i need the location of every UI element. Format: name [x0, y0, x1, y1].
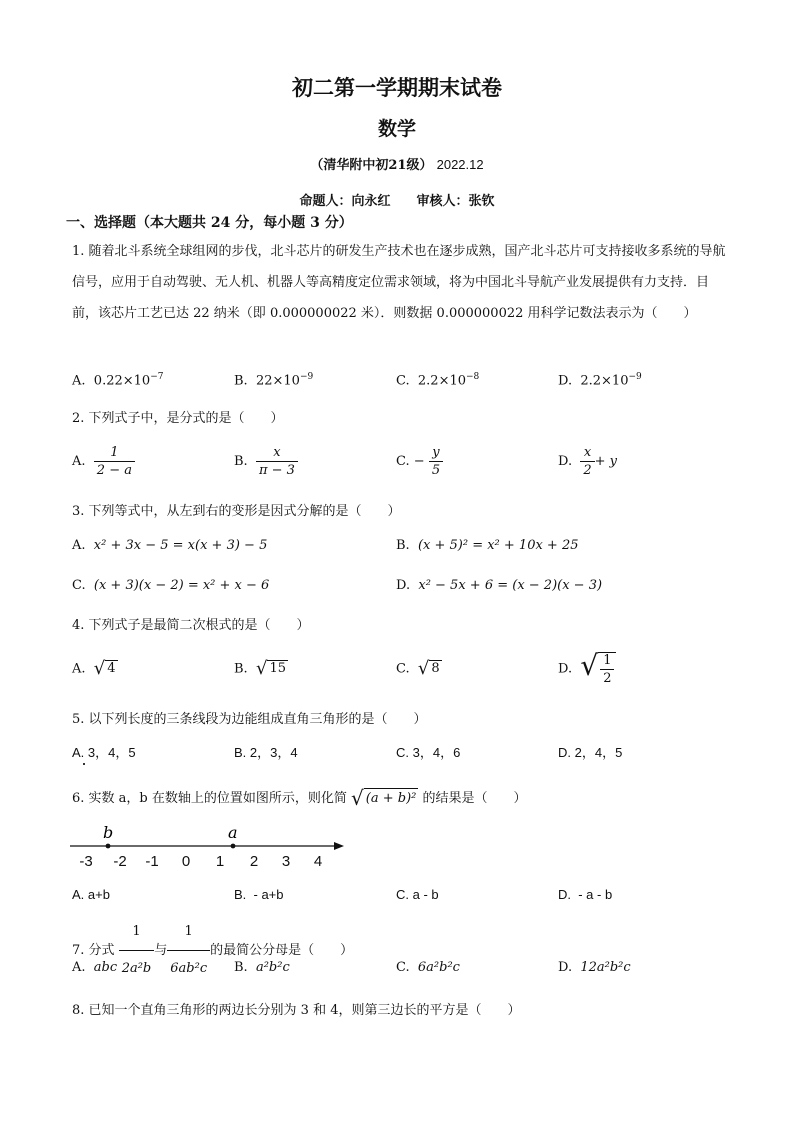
tick-label: 2: [249, 853, 259, 870]
q3-option-d: [396, 578, 602, 593]
question-7-text: [72, 915, 353, 986]
question-7-prefix: 7. 分式: [72, 943, 115, 958]
denominator: 2: [580, 461, 594, 478]
tick-label: 4: [313, 853, 323, 870]
tick-label: -3: [79, 853, 93, 870]
q5-option-b: B. 2，3，4: [234, 745, 298, 760]
tick-label: -2: [113, 853, 127, 870]
fraction: [580, 445, 594, 478]
radicand: 15: [269, 661, 286, 676]
minus-sign: −: [413, 454, 425, 469]
q3-option-c: [72, 578, 269, 593]
option-value: x² − 5x + 6 = (x − 2)(x − 3): [418, 578, 603, 593]
q5-option-c: C. 3，4，6: [396, 745, 461, 760]
tick-label: 3: [281, 853, 291, 870]
point-a-marker: [231, 844, 236, 849]
tick-label: 1: [215, 853, 225, 870]
q6-option-d: D. - a - b: [558, 887, 613, 902]
option-label: B.: [396, 538, 410, 553]
q1-option-c: [396, 372, 479, 388]
exam-school-line: [0, 154, 794, 173]
option-label: D.: [396, 578, 411, 593]
exam-date: 2022.12: [436, 157, 484, 172]
numerator: x: [583, 445, 592, 460]
exam-authors: 命题人：向永红 审核人：张钦: [299, 194, 495, 209]
q7-option-b: [234, 960, 290, 975]
q6-option-c: C. a - b: [396, 887, 439, 902]
option-label: B.: [234, 454, 248, 469]
option-value: 6a²b²c: [417, 960, 460, 975]
option-label: C.: [72, 578, 86, 593]
option-value: 22×10: [255, 373, 300, 389]
question-8-text: 8. 已知一个直角三角形的两边长分别为 3 和 4，则第三边长的平方是（ ）: [72, 1003, 521, 1018]
option-label: C.: [396, 454, 410, 469]
denominator: 2a²b: [119, 950, 155, 986]
option-value: (x + 3)(x − 2) = x² + x − 6: [93, 578, 270, 593]
q5-option-a: A. 3，4，5: [72, 745, 136, 760]
stray-mark: [83, 763, 85, 765]
question-1-text: 1. 随着北斗系统全球组网的步伐，北斗芯片的研发生产技术也在逐步成熟，国产北斗芯片可支持接收多系统的导航信号，应用于自动驾驶、无人机、机器人等高精度定位需求领域，将为中国北斗导航产业发展提供有力支持．目前，该芯片工艺已达 22 纳米（即 0.000000022 米）．则数据 0.000000022 用科学记数法表示为（ ）: [72, 244, 726, 321]
question-5-text: 5. 以下列长度的三条线段为边能组成直角三角形的是（ ）: [72, 712, 427, 727]
tick-label: 0: [181, 853, 191, 870]
fraction-tail: + y: [594, 454, 618, 469]
option-label: D.: [558, 661, 573, 677]
q1-option-d: [558, 372, 642, 388]
tick-labels: [79, 853, 322, 870]
option-label: D.: [558, 454, 573, 469]
q6-option-a: A. a+b: [72, 887, 110, 902]
q2-option-b: [234, 445, 298, 478]
option-value: 2.2×10: [580, 373, 629, 389]
option-value: (x + 5)² = x² + 10x + 25: [417, 538, 579, 553]
option-value: 0.22×10: [93, 373, 151, 389]
q7-option-c: [396, 960, 460, 975]
number-line: [68, 820, 358, 876]
point-b-label: b: [103, 823, 114, 842]
fraction: [94, 445, 135, 478]
square-root: √ $\frac{1}{2}$: [580, 652, 616, 686]
denominator: π − 3: [256, 461, 298, 478]
question-3-text: 3. 下列等式中，从左到右的变形是因式分解的是（ ）: [72, 504, 401, 519]
radicand: 4: [107, 661, 116, 676]
q7-option-a: [72, 960, 117, 975]
section-heading: 一、选择题（本大题共 24 分，每小题 3 分）: [66, 215, 353, 231]
numerator: 1: [603, 653, 612, 668]
numerator: 1: [110, 445, 119, 460]
exam-subject: 数学: [377, 118, 416, 140]
exam-school: （清华附中初21级）: [310, 158, 433, 173]
option-label: B.: [234, 661, 248, 677]
numerator: y: [432, 445, 440, 460]
option-value: 12a²b²c: [580, 960, 631, 975]
numerator: x: [273, 445, 281, 460]
point-b-marker: [106, 844, 111, 849]
option-label: B.: [234, 960, 248, 975]
q4-option-c: [396, 660, 442, 678]
q3-option-a: [72, 538, 267, 553]
option-label: C.: [396, 960, 410, 975]
q7-option-d: [558, 960, 631, 975]
option-label: A.: [72, 661, 86, 677]
square-root: √ 8: [417, 658, 440, 679]
option-value: abc: [93, 960, 118, 975]
exponent: −9: [299, 372, 314, 382]
radicand: 8: [431, 661, 440, 676]
exponent: −7: [150, 372, 164, 382]
square-root: √ 4: [93, 658, 116, 679]
option-label: C.: [396, 661, 410, 677]
q1-option-a: [72, 372, 163, 388]
q3-option-b: [396, 538, 579, 553]
option-label: C.: [396, 373, 410, 389]
option-label: A.: [72, 538, 86, 553]
option-label: B.: [234, 373, 248, 389]
question-7-suffix: 的最简公分母是（ ）: [210, 943, 354, 958]
option-label: D.: [558, 960, 573, 975]
question-6-prefix: 6. 实数 a，b 在数轴上的位置如图所示，则化简: [72, 791, 347, 806]
denominator: 5: [429, 461, 443, 478]
question-7-connector: 与: [154, 943, 168, 958]
question-6-suffix: 的结果是（ ）: [422, 791, 527, 806]
radicand: (a + b)²: [364, 788, 419, 809]
option-value: x² + 3x − 5 = x(x + 3) − 5: [93, 538, 268, 553]
option-label: A.: [72, 373, 86, 389]
square-root: √ 15: [255, 658, 286, 679]
fraction: [600, 653, 614, 686]
point-a-label: a: [228, 823, 238, 842]
option-value: a²b²c: [255, 960, 290, 975]
denominator: 2 − a: [94, 461, 135, 478]
q5-option-d: D. 2，4，5: [558, 745, 623, 760]
option-value: 2.2×10: [417, 373, 466, 389]
numerator: 1: [132, 924, 141, 939]
fraction: [167, 915, 210, 986]
exponent: −9: [628, 372, 642, 382]
q4-option-a: [72, 660, 118, 678]
number-line-arrow: [334, 842, 344, 850]
square-root: √ (a + b)²: [351, 786, 417, 810]
q2-option-d: [558, 445, 617, 478]
q2-option-a: [72, 445, 135, 478]
question-4-text: 4. 下列式子是最简二次根式的是（ ）: [72, 618, 310, 633]
fraction: [429, 445, 443, 478]
denominator: 6ab²c: [167, 950, 210, 986]
option-label: A.: [72, 960, 86, 975]
question-2-text: 2. 下列式子中，是分式的是（ ）: [72, 411, 284, 426]
exam-title: 初二第一学期期末试卷: [292, 75, 502, 100]
q4-option-d: [558, 649, 616, 686]
q4-option-b: [234, 660, 288, 678]
exponent: −8: [466, 372, 480, 382]
option-label: A.: [72, 454, 86, 469]
denominator: 2: [600, 669, 614, 686]
option-label: D.: [558, 373, 573, 389]
numerator: 1: [184, 924, 193, 939]
q6-option-b: B. - a+b: [234, 887, 284, 902]
fraction: [119, 915, 155, 986]
q1-option-b: [234, 372, 313, 388]
tick-label: -1: [145, 853, 159, 870]
q2-option-c: [396, 445, 443, 478]
question-6-text: [72, 788, 527, 809]
fraction: [256, 445, 298, 478]
